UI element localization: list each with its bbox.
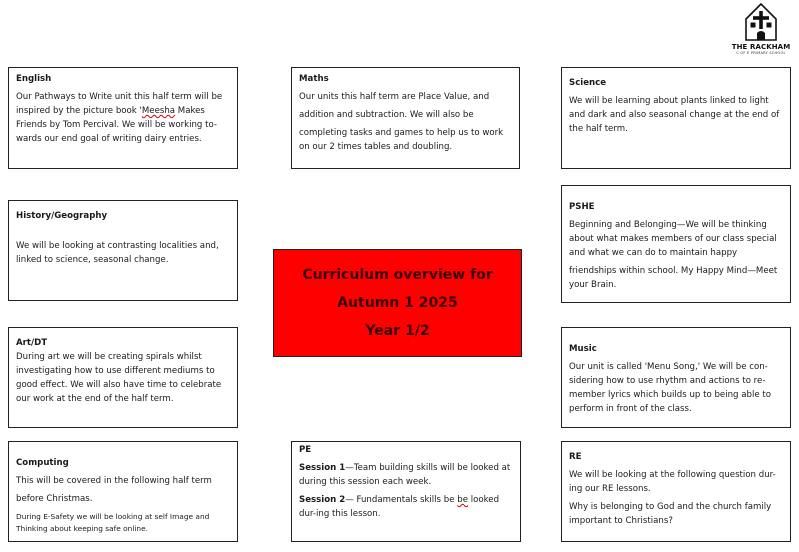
computing-text-1: This will be covered in the following half term (16, 475, 212, 486)
banner-line-3: Year 1/2 (365, 323, 430, 339)
school-subtitle: C OF E PRIMARY SCHOOL (736, 51, 786, 55)
pe-session-1 (299, 462, 513, 490)
english-text-b: Meesha (141, 105, 176, 116)
english-box (8, 67, 238, 169)
pshe-text-1: Beginning and Belonging—We will be thinking about what makes members of our class special and what we can do to maintain happy (569, 219, 777, 258)
pshe-text-2: friendships within school. My Happy Mind—Meet your Brain. (569, 265, 778, 290)
computing-box (8, 441, 238, 542)
banner-line-2: Autumn 1 2025 (337, 295, 458, 311)
pe-session-2-text-c: looked dur-ing this lesson. (299, 494, 500, 519)
science-box (561, 67, 791, 169)
re-text-1: We will be looking at the following question dur-ing our RE lessons. (569, 469, 776, 494)
re-title: RE (569, 452, 582, 462)
pshe-title: PSHE (569, 202, 595, 212)
maths-text-1: Our units this half term are Place Value, and (299, 91, 490, 102)
maths-title: Maths (299, 74, 329, 84)
music-text: Our unit is called 'Menu Song,' We will be con-sidering how to use rhythm and actions to re-member lyrics which builds up to being able to perform in front of the class. (569, 361, 771, 414)
pe-session-2 (299, 494, 513, 522)
pshe-box (561, 185, 791, 303)
pe-box (291, 441, 521, 542)
pe-title: PE (299, 445, 312, 455)
school-logo (729, 2, 793, 64)
english-title: English (16, 74, 52, 84)
history-geography-box (8, 200, 238, 301)
english-text-a: Our Pathways to Write unit this half term will be inspired by the picture book ' (16, 91, 223, 116)
pe-session-2-text-b: be (457, 494, 468, 505)
science-title: Science (569, 78, 607, 88)
computing-text-2: before Christmas. (16, 493, 93, 504)
maths-box (291, 67, 520, 169)
computing-text-3: During E-Safety we will be looking at self Image and Thinking about keeping safe online. (16, 511, 210, 533)
art-dt-box (8, 327, 238, 428)
music-title: Music (569, 344, 597, 354)
maths-text-3: completing tasks and games to help us to work on our 2 times tables and doubling. (299, 127, 504, 152)
maths-text-2: addition and subtraction. We will also be (299, 109, 474, 120)
art-dt-text: During art we will be creating spirals whilst investigating how to use different mediums to good effect. We will also have time to celebrate our work at the end of the half term. (16, 351, 222, 404)
re-box (561, 441, 791, 542)
pe-session-1-text: —Team building skills will be looked at during this session each week. (299, 462, 511, 487)
music-box (561, 327, 791, 428)
pe-session-2-label: Session 2 (299, 494, 346, 505)
english-text-c: Makes Friends by Tom Percival. We will be working to-wards our end goal of writing dairy entries. (16, 105, 217, 144)
science-text: We will be learning about plants linked to light and dark and also seasonal change at the end of the half term. (569, 95, 780, 134)
history-geography-title: History/Geography (16, 211, 108, 221)
history-geography-text: We will be looking at contrasting localities and, linked to science, seasonal change. (16, 240, 219, 265)
school-name: THE RACKHAM (731, 43, 791, 51)
pe-session-2-text-a: — Fundamentals skills be (345, 494, 458, 505)
re-text-2: Why is belonging to God and the church family important to Christians? (569, 501, 772, 526)
computing-title: Computing (16, 458, 69, 468)
pe-session-1-label: Session 1 (299, 462, 346, 473)
church-logo-icon (744, 2, 778, 42)
art-dt-title: Art/DT (16, 338, 48, 348)
curriculum-overview-banner (273, 249, 522, 357)
english-text (16, 91, 230, 147)
banner-line-1: Curriculum overview for (302, 267, 493, 283)
